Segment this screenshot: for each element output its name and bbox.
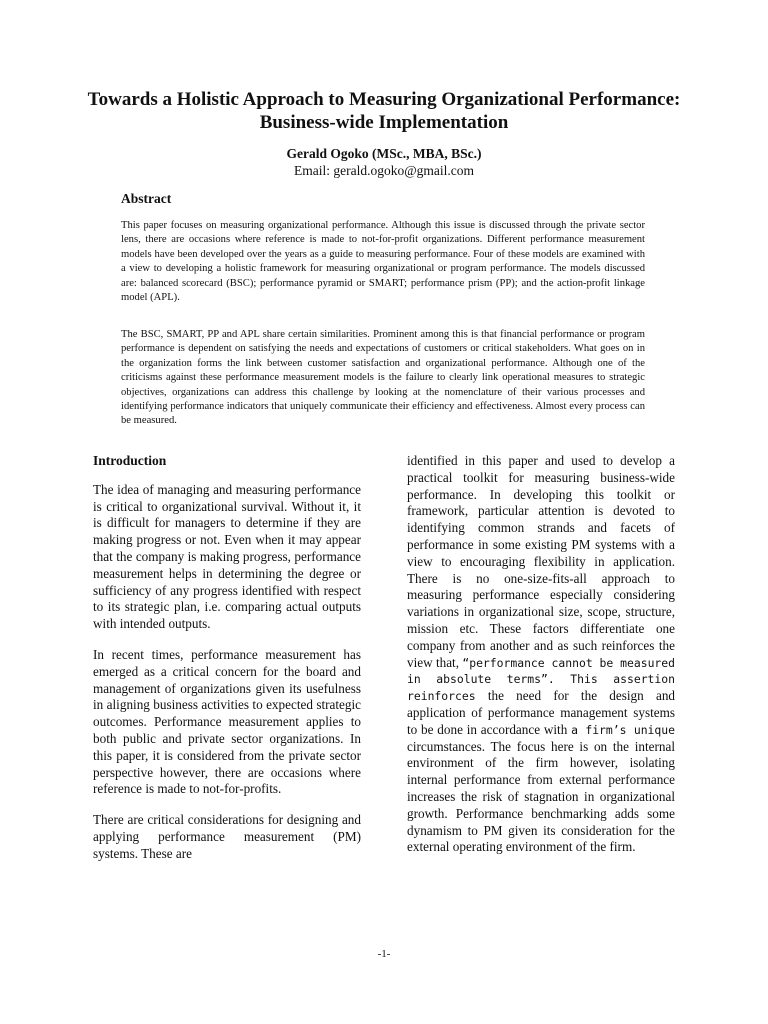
abstract-paragraph-1: This paper focuses on measuring organizational performance. Although this issue is discussed through the private sector lens, there are occasions where reference is made to not-for-profit organizations. Different performance measurement models have been developed over the years as a guide to measuring performance. Four of these models are examined with a view to developing a holistic framework for measuring organizational or program performance. The models discussed are: balanced scorecard (BSC); performance pyramid or SMART; performance prism (PP); and the action-profit linkage model (APL). (121, 220, 645, 304)
continued-text-part-3: the need for the design and application of performance management systems to be done in accordance with (407, 688, 676, 737)
introduction-heading: Introduction (93, 453, 167, 468)
continued-text-part-1: identified in this paper and used to develop a practical toolkit for measuring business-wide performance. In developing this toolkit or framework, particular attention is devoted to identifying common strands and facets of performance in some existing PM systems with a view to encouraging flexibility in application. There is no one-size-fits-all approach to measuring performance especially considering variations in organizational size, scope, structure, mission etc. These factors differentiate one company from another and as such reinforces the view that, (407, 453, 675, 670)
body-paragraph-continued (407, 453, 675, 856)
right-column (407, 453, 675, 870)
abstract-heading: Abstract (121, 191, 172, 206)
page-number: -1- (377, 948, 391, 960)
author-email: Email: gerald.ogoko@gmail.com (293, 163, 474, 178)
body-paragraph-2: In recent times, performance measurement has emerged as a critical concern for the board and management of organizations given its usefulness in aligning business activities to expected strategic outcomes. Performance measurement applies to both public and private sector organizations. In this paper, it is considered from the private sector perspective however, there are occasions where reference is made to not-for-profits. (93, 646, 361, 797)
left-column (93, 453, 361, 877)
abstract-paragraph-2: The BSC, SMART, PP and APL share certain similarities. Prominent among this is that financial performance or program performance is dependent on satisfying the needs and expectations of customers or critical stakeholders. What goes on in the organization forms the link between customer satisfaction and organizational performance. Although one of the criticisms against these performance measurement models is the failure to clearly link operational measures to strategic objectives, organizations can address this challenge by looking at the nomenclature of their various processes and identifying performance indicators that uniquely communicate their efficiency and effectiveness. Almost every process can be measured. (121, 329, 645, 427)
body-paragraph-1: The idea of managing and measuring performance is critical to organizational survival. Without it, it is difficult for managers to determine if they are making progress or not. Even when it may appear that the company is making progress, performance measurement helps in determining the degree or sufficiency of any progress identified with respect to its strategic plan, i.e. comparing actual outputs with intended outputs. (93, 481, 361, 632)
author-name: Gerald Ogoko (MSc., MBA, BSc.) (286, 146, 482, 161)
paper-title: Towards a Holistic Approach to Measuring Organizational Performance: Business-wide Implementation (87, 89, 681, 133)
continued-text-part-5: circumstances. The focus here is on the internal environment of the firm however, isolating internal performance from external performance increases the risk of stagnation in organizational growth. Performance benchmarking adds some dynamism to PM given its consideration for the external operating environment of the firm. (407, 738, 675, 855)
continued-text-part-4: a firm’s unique (571, 722, 675, 737)
body-paragraph-3: There are critical considerations for designing and applying performance measurement (PM) systems. These are (93, 812, 361, 861)
continued-text-part-2: “performance cannot be measured in absolute terms”. This assertion reinforces (407, 655, 676, 704)
